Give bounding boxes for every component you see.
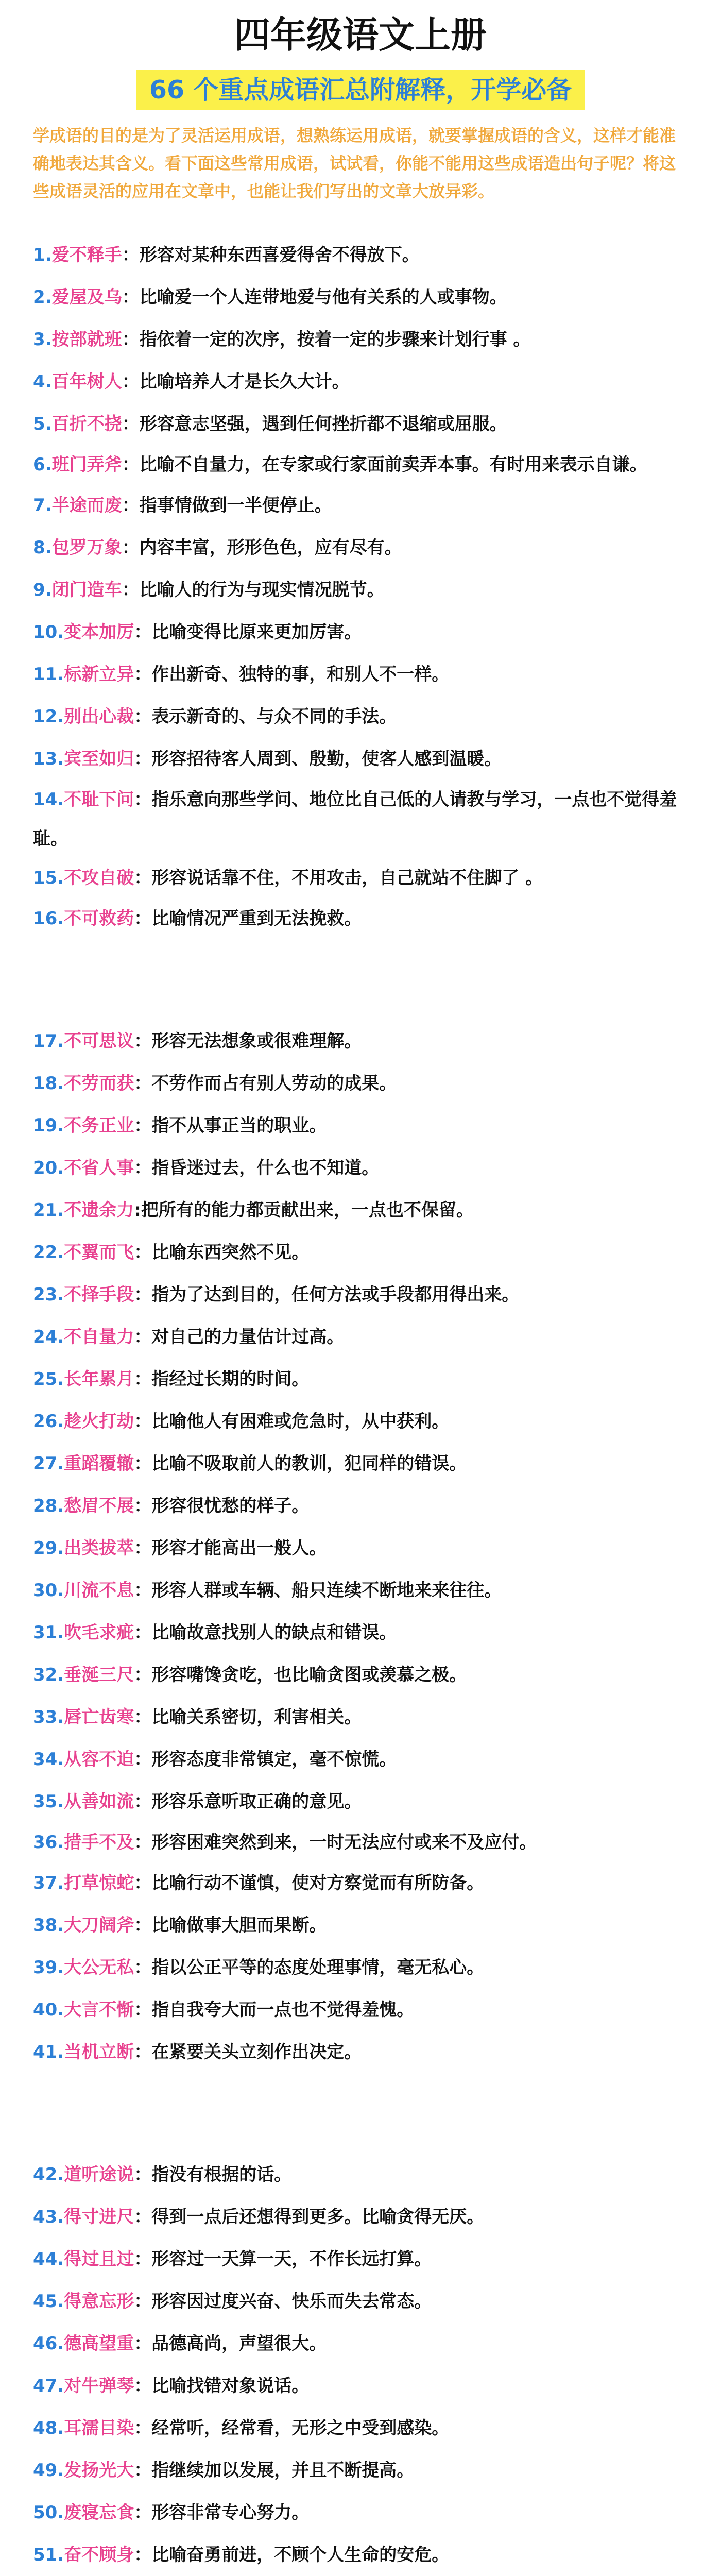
idiom-definition: ：指事情做到一半便停止。 xyxy=(122,495,332,516)
idiom-item xyxy=(33,1654,688,1696)
idiom-definition: ：比喻做事大胆而果断。 xyxy=(134,1915,327,1936)
idiom-term: 道听途说 xyxy=(64,2164,134,2185)
idiom-number: 39. xyxy=(33,1957,64,1978)
idiom-item xyxy=(33,2031,688,2073)
idiom-definition: ：比喻关系密切，利害相关。 xyxy=(134,1707,362,1727)
idiom-term: 废寝忘食 xyxy=(64,2502,134,2523)
idiom-number: 23. xyxy=(33,1284,64,1305)
idiom-item xyxy=(33,1527,688,1569)
idiom-term: 不遗余力 xyxy=(64,1200,134,1221)
idiom-item xyxy=(33,696,688,738)
idiom-definition: ：指昏迷过去，什么也不知道。 xyxy=(134,1158,380,1178)
idiom-definition: ：形容才能高出一般人。 xyxy=(134,1538,327,1558)
idiom-term: 当机立断 xyxy=(64,2042,134,2062)
idiom-definition: ：形容招待客人周到、殷勤，使客人感到温暖。 xyxy=(134,749,502,769)
idiom-definition: ：比喻不吸取前人的教训，犯同样的错误。 xyxy=(134,1453,467,1474)
idiom-term: 百年树人 xyxy=(52,371,122,392)
idiom-definition: ：形容困难突然到来，一时无法应付或来不及应付。 xyxy=(134,1832,537,1853)
idiom-term: 爱屋及乌 xyxy=(52,287,122,308)
idiom-definition: ：比喻故意找别人的缺点和错误。 xyxy=(134,1622,397,1643)
idiom-item xyxy=(33,1946,688,1989)
idiom-item xyxy=(33,2449,688,2492)
idiom-term: 发扬光大 xyxy=(64,2460,134,2481)
idiom-definition: ：比喻不自量力，在专家或行家面前卖弄本事。有时用来表示自谦。 xyxy=(122,454,647,475)
idiom-term: 对牛弹琴 xyxy=(64,2376,134,2396)
idiom-definition: ：表示新奇的、与众不同的手法。 xyxy=(134,706,397,727)
idiom-number: 18. xyxy=(33,1073,64,1094)
idiom-item xyxy=(33,2196,688,2238)
idiom-definition: ：比喻东西突然不见。 xyxy=(134,1242,310,1263)
idiom-item xyxy=(33,1020,688,1062)
idiom-item xyxy=(33,1904,688,1946)
idiom-number: 34. xyxy=(33,1749,64,1770)
idiom-definition: ：指乐意向那些学问、地位比自己低的人请教与学习，一点也不觉得羞耻。 xyxy=(33,789,677,849)
idiom-item xyxy=(33,2323,688,2365)
idiom-number: 50. xyxy=(33,2502,64,2523)
idiom-number: 2. xyxy=(33,287,52,308)
idiom-term: 百折不挠 xyxy=(52,414,122,434)
idiom-term: 从善如流 xyxy=(64,1791,134,1812)
idiom-item xyxy=(33,2238,688,2280)
idiom-term: 别出心裁 xyxy=(64,706,134,727)
idiom-list xyxy=(0,234,721,2576)
idiom-number: 9. xyxy=(33,580,52,600)
idiom-term: 按部就班 xyxy=(52,329,122,350)
idiom-term: 标新立异 xyxy=(64,664,134,685)
idiom-definition: ：比喻爱一个人连带地爱与他有关系的人或事物。 xyxy=(122,287,507,308)
idiom-number: 32. xyxy=(33,1665,64,1685)
idiom-term: 包罗万象 xyxy=(52,537,122,558)
idiom-item xyxy=(33,1569,688,1612)
idiom-number: 41. xyxy=(33,2042,64,2062)
idiom-item xyxy=(33,445,688,484)
idiom-definition: ：品德高尚，声望很大。 xyxy=(134,2333,327,2354)
idiom-definition: ：比喻奋勇前进，不顾个人生命的安危。 xyxy=(134,2545,450,2565)
idiom-definition: ：指没有根据的话。 xyxy=(134,2164,292,2185)
idiom-term: 不务正业 xyxy=(64,1115,134,1136)
idiom-item xyxy=(33,484,688,527)
idiom-item xyxy=(33,527,688,569)
idiom-definition: ：形容嘴馋贪吃，也比喻贪图或羡慕之极。 xyxy=(134,1665,467,1685)
idiom-term: 班门弄斧 xyxy=(52,454,122,475)
idiom-term: 措手不及 xyxy=(64,1832,134,1853)
idiom-item xyxy=(33,1612,688,1654)
idiom-definition: ：形容态度非常镇定，毫不惊慌。 xyxy=(134,1749,397,1770)
idiom-term: 从容不迫 xyxy=(64,1749,134,1770)
idiom-number: 14. xyxy=(33,789,64,810)
idiom-term: 得寸进尺 xyxy=(64,2207,134,2227)
idiom-number: 43. xyxy=(33,2207,64,2227)
idiom-definition: ：指为了达到目的，任何方法或手段都用得出来。 xyxy=(134,1284,520,1305)
idiom-number: 45. xyxy=(33,2291,64,2312)
idiom-definition: ：比喻人的行为与现实情况脱节。 xyxy=(122,580,385,600)
idiom-number: 5. xyxy=(33,414,52,434)
idiom-number: 19. xyxy=(33,1115,64,1136)
idiom-item xyxy=(33,569,688,611)
idiom-item xyxy=(33,653,688,696)
idiom-definition: ：内容丰富，形形色色，应有尽有。 xyxy=(122,537,402,558)
idiom-number: 17. xyxy=(33,1031,64,1052)
idiom-number: 27. xyxy=(33,1453,64,1474)
idiom-item xyxy=(33,858,688,897)
page-title: 四年级语文上册 xyxy=(234,14,487,56)
subtitle-banner xyxy=(0,70,721,110)
idiom-number: 29. xyxy=(33,1538,64,1558)
idiom-item xyxy=(33,1696,688,1738)
idiom-number: 13. xyxy=(33,749,64,769)
idiom-term: 奋不顾身 xyxy=(64,2545,134,2565)
idiom-term: 变本加厉 xyxy=(64,622,134,642)
idiom-term: 得过且过 xyxy=(64,2249,134,2269)
idiom-definition: ：比喻变得比原来更加厉害。 xyxy=(134,622,362,642)
idiom-number: 46. xyxy=(33,2333,64,2354)
idiom-number: 1. xyxy=(33,245,52,265)
idiom-definition: ：比喻情况严重到无法挽救。 xyxy=(134,908,362,929)
idiom-term: 长年累月 xyxy=(64,1369,134,1389)
idiom-item xyxy=(33,2280,688,2323)
idiom-item xyxy=(33,611,688,653)
idiom-definition: ：形容对某种东西喜爱得舍不得放下。 xyxy=(122,245,420,265)
intro-paragraph: 学成语的目的是为了灵活运用成语，想熟练运用成语，就要掌握成语的含义，这样才能准确地表达其含义。看下面这些常用成语，试试看，你能不能用这些成语造出句子呢？将这些成语灵活的应用在文章中，也能让我们写出的文章大放异彩。 xyxy=(33,126,676,201)
idiom-item xyxy=(33,2407,688,2449)
idiom-term: 大言不惭 xyxy=(64,1999,134,2020)
idiom-number: 7. xyxy=(33,495,52,516)
idiom-definition: ：比喻找错对象说话。 xyxy=(134,2376,310,2396)
idiom-number: 4. xyxy=(33,371,52,392)
subtitle: 66 个重点成语汇总附解释，开学必备 xyxy=(136,70,585,110)
idiom-number: 42. xyxy=(33,2164,64,2185)
idiom-definition: ：在紧要关头立刻作出决定。 xyxy=(134,2042,362,2062)
idiom-item xyxy=(33,1781,688,1823)
idiom-item xyxy=(33,1105,688,1147)
idiom-item xyxy=(33,1400,688,1443)
idiom-term: 吹毛求疵 xyxy=(64,1622,134,1643)
idiom-definition: ：形容说话靠不住，不用攻击，自己就站不住脚了 。 xyxy=(134,868,543,888)
idiom-number: 12. xyxy=(33,706,64,727)
idiom-item xyxy=(33,361,688,403)
idiom-number: 28. xyxy=(33,1496,64,1516)
idiom-item xyxy=(33,1989,688,2031)
idiom-number: 44. xyxy=(33,2249,64,2269)
idiom-term: 德高望重 xyxy=(64,2333,134,2354)
idiom-definition: :把所有的能力都贡献出来，一点也不保留。 xyxy=(134,1200,474,1221)
idiom-number: 21. xyxy=(33,1200,64,1221)
idiom-definition: ：经常听，经常看，无形之中受到感染。 xyxy=(134,2418,450,2438)
idiom-number: 11. xyxy=(33,664,64,685)
idiom-item xyxy=(33,403,688,445)
idiom-item xyxy=(33,897,688,940)
idiom-item xyxy=(33,1189,688,1231)
idiom-definition: ：形容无法想象或很难理解。 xyxy=(134,1031,362,1052)
idiom-number: 3. xyxy=(33,329,52,350)
idiom-item xyxy=(33,1316,688,1358)
idiom-definition: ：指继续加以发展，并且不断提高。 xyxy=(134,2460,415,2481)
idiom-number: 36. xyxy=(33,1832,64,1853)
idiom-item xyxy=(33,276,688,318)
idiom-item xyxy=(33,1823,688,1862)
idiom-definition: ：不劳作而占有别人劳动的成果。 xyxy=(134,1073,397,1094)
idiom-definition: ：形容很忧愁的样子。 xyxy=(134,1496,310,1516)
idiom-term: 川流不息 xyxy=(64,1580,134,1601)
idiom-definition: ：形容乐意听取正确的意见。 xyxy=(134,1791,362,1812)
idiom-term: 耳濡目染 xyxy=(64,2418,134,2438)
idiom-definition: ：形容非常专心努力。 xyxy=(134,2502,310,2523)
idiom-number: 38. xyxy=(33,1915,64,1936)
idiom-term: 不省人事 xyxy=(64,1158,134,1178)
idiom-term: 不可救药 xyxy=(64,908,134,929)
idiom-term: 不可思议 xyxy=(64,1031,134,1052)
idiom-term: 重蹈覆辙 xyxy=(64,1453,134,1474)
idiom-definition: ：指不从事正当的职业。 xyxy=(134,1115,327,1136)
idiom-definition: ：比喻他人有困难或危急时，从中获利。 xyxy=(134,1411,450,1432)
idiom-definition: ：形容过一天算一天，不作长远打算。 xyxy=(134,2249,432,2269)
idiom-term: 大公无私 xyxy=(64,1957,134,1978)
idiom-definition: ：形容意志坚强，遇到任何挫折都不退缩或屈服。 xyxy=(122,414,507,434)
idiom-number: 26. xyxy=(33,1411,64,1432)
idiom-term: 闭门造车 xyxy=(52,580,122,600)
idiom-number: 22. xyxy=(33,1242,64,1263)
idiom-item xyxy=(33,234,688,276)
idiom-definition: ：得到一点后还想得到更多。比喻贪得无厌。 xyxy=(134,2207,485,2227)
idiom-term: 宾至如归 xyxy=(64,749,134,769)
idiom-term: 爱不释手 xyxy=(52,245,122,265)
idiom-definition: ：比喻培养人才是长久大计。 xyxy=(122,371,350,392)
idiom-term: 不择手段 xyxy=(64,1284,134,1305)
idiom-term: 不翼而飞 xyxy=(64,1242,134,1263)
idiom-item xyxy=(33,780,688,858)
idiom-term: 得意忘形 xyxy=(64,2291,134,2312)
idiom-term: 不耻下问 xyxy=(64,789,134,810)
idiom-term: 不攻自破 xyxy=(64,868,134,888)
idiom-item xyxy=(33,318,688,361)
idiom-item xyxy=(33,1231,688,1274)
idiom-term: 大刀阔斧 xyxy=(64,1915,134,1936)
idiom-term: 不自量力 xyxy=(64,1327,134,1347)
idiom-definition: ：指自我夸大而一点也不觉得羞愧。 xyxy=(134,1999,415,2020)
idiom-item xyxy=(33,1147,688,1189)
idiom-item xyxy=(33,1862,688,1904)
idiom-definition: ：指以公正平等的态度处理事情，毫无私心。 xyxy=(134,1957,485,1978)
idiom-definition: ：对自己的力量估计过高。 xyxy=(134,1327,345,1347)
idiom-definition: ：形容因过度兴奋、快乐而失去常态。 xyxy=(134,2291,432,2312)
idiom-item xyxy=(33,2534,688,2576)
idiom-number: 16. xyxy=(33,908,64,929)
idiom-item xyxy=(33,2365,688,2407)
idiom-item xyxy=(33,1738,688,1781)
idiom-number: 10. xyxy=(33,622,64,642)
idiom-definition: ：比喻行动不谨慎，使对方察觉而有所防备。 xyxy=(134,1873,485,1893)
idiom-term: 趁火打劫 xyxy=(64,1411,134,1432)
idiom-number: 35. xyxy=(33,1791,64,1812)
idiom-term: 愁眉不展 xyxy=(64,1496,134,1516)
section-gap xyxy=(33,940,688,1020)
idiom-term: 垂涎三尺 xyxy=(64,1665,134,1685)
idiom-number: 49. xyxy=(33,2460,64,2481)
section-gap xyxy=(33,2073,688,2154)
idiom-term: 半途而废 xyxy=(52,495,122,516)
idiom-number: 15. xyxy=(33,868,64,888)
idiom-number: 33. xyxy=(33,1707,64,1727)
idiom-number: 40. xyxy=(33,1999,64,2020)
idiom-item xyxy=(33,1062,688,1105)
idiom-definition: ：指依着一定的次序，按着一定的步骤来计划行事 。 xyxy=(122,329,531,350)
idiom-term: 出类拔萃 xyxy=(64,1538,134,1558)
idiom-number: 31. xyxy=(33,1622,64,1643)
idiom-number: 6. xyxy=(33,454,52,475)
idiom-term: 打草惊蛇 xyxy=(64,1873,134,1893)
idiom-definition: ：作出新奇、独特的事，和别人不一样。 xyxy=(134,664,450,685)
idiom-number: 30. xyxy=(33,1580,64,1601)
idiom-number: 25. xyxy=(33,1369,64,1389)
idiom-number: 20. xyxy=(33,1158,64,1178)
idiom-term: 唇亡齿寒 xyxy=(64,1707,134,1727)
idiom-number: 48. xyxy=(33,2418,64,2438)
idiom-number: 24. xyxy=(33,1327,64,1347)
idiom-item xyxy=(33,2492,688,2534)
idiom-item xyxy=(33,2154,688,2196)
idiom-item xyxy=(33,1485,688,1527)
idiom-number: 8. xyxy=(33,537,52,558)
idiom-number: 47. xyxy=(33,2376,64,2396)
idiom-item xyxy=(33,738,688,780)
idiom-definition: ：形容人群或车辆、船只连续不断地来来往往。 xyxy=(134,1580,502,1601)
idiom-item xyxy=(33,1443,688,1485)
idiom-number: 37. xyxy=(33,1873,64,1893)
idiom-item xyxy=(33,1358,688,1400)
idiom-definition: ：指经过长期的时间。 xyxy=(134,1369,310,1389)
idiom-item xyxy=(33,1274,688,1316)
idiom-term: 不劳而获 xyxy=(64,1073,134,1094)
idiom-number: 51. xyxy=(33,2545,64,2565)
